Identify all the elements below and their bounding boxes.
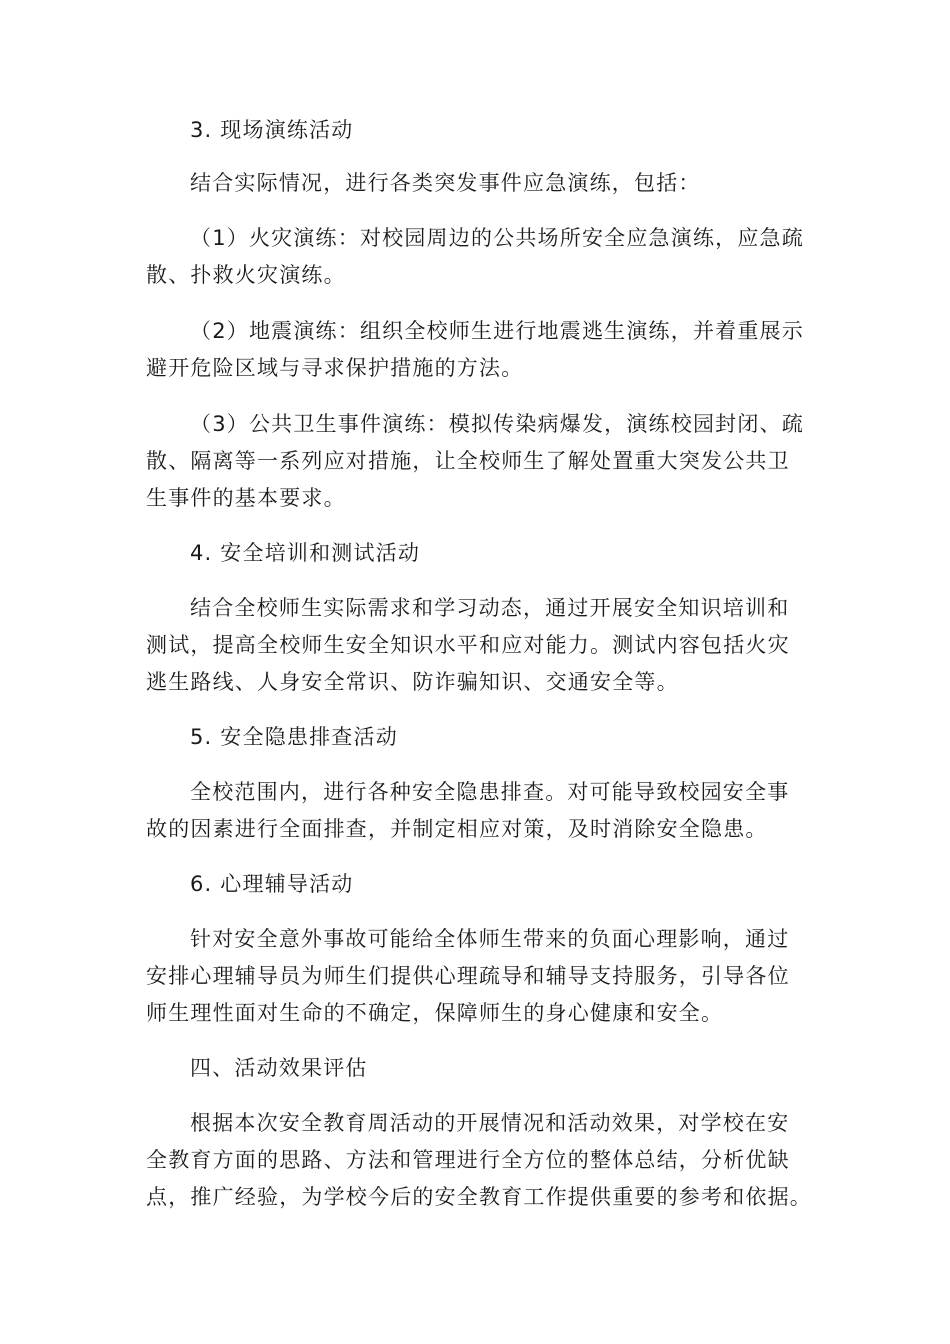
section-heading-counseling: 6. 心理辅导活动 <box>190 872 354 896</box>
paragraph-line: （2）地震演练：组织全校师生进行地震逃生演练，并着重展示 <box>190 319 804 343</box>
paragraph-line: 结合实际情况，进行各类突发事件应急演练，包括： <box>190 171 701 195</box>
paragraph-line: 全校范围内，进行各种安全隐患排查。对可能导致校园安全事 <box>190 780 790 804</box>
paragraph-line: 点，推广经验，为学校今后的安全教育工作提供重要的参考和依据。 <box>146 1185 812 1209</box>
section-heading-drill: 3. 现场演练活动 <box>190 118 354 142</box>
paragraph-line: 全教育方面的思路、方法和管理进行全方位的整体总结，分析优缺 <box>146 1148 790 1172</box>
paragraph-line: 故的因素进行全面排查，并制定相应对策，及时消除安全隐患。 <box>146 817 768 841</box>
paragraph-line: 散、隔离等一系列应对措施，让全校师生了解处置重大突发公共卫 <box>146 449 790 473</box>
section-heading-hazard: 5. 安全隐患排查活动 <box>190 725 398 749</box>
paragraph-line: 安排心理辅导员为师生们提供心理疏导和辅导支持服务，引导各位 <box>146 964 790 988</box>
paragraph-line: 根据本次安全教育周活动的开展情况和活动效果，对学校在安 <box>190 1111 790 1135</box>
paragraph-line: 生事件的基本要求。 <box>146 486 346 510</box>
paragraph-line: 师生理性面对生命的不确定，保障师生的身心健康和安全。 <box>146 1001 724 1025</box>
paragraph-line: 散、扑救火灾演练。 <box>146 263 346 287</box>
paragraph-line: 结合全校师生实际需求和学习动态，通过开展安全知识培训和 <box>190 596 790 620</box>
section-heading-evaluation: 四、活动效果评估 <box>190 1056 368 1080</box>
paragraph-line: 避开危险区域与寻求保护措施的方法。 <box>146 356 524 380</box>
section-heading-training: 4. 安全培训和测试活动 <box>190 541 421 565</box>
paragraph-line: （3）公共卫生事件演练：模拟传染病爆发，演练校园封闭、疏 <box>190 412 804 436</box>
paragraph-line: （1）火灾演练：对校园周边的公共场所安全应急演练，应急疏 <box>190 226 804 250</box>
paragraph-line: 针对安全意外事故可能给全体师生带来的负面心理影响，通过 <box>190 927 790 951</box>
paragraph-line: 逃生路线、人身安全常识、防诈骗知识、交通安全等。 <box>146 670 679 694</box>
paragraph-line: 测试，提高全校师生安全知识水平和应对能力。测试内容包括火灾 <box>146 633 790 657</box>
